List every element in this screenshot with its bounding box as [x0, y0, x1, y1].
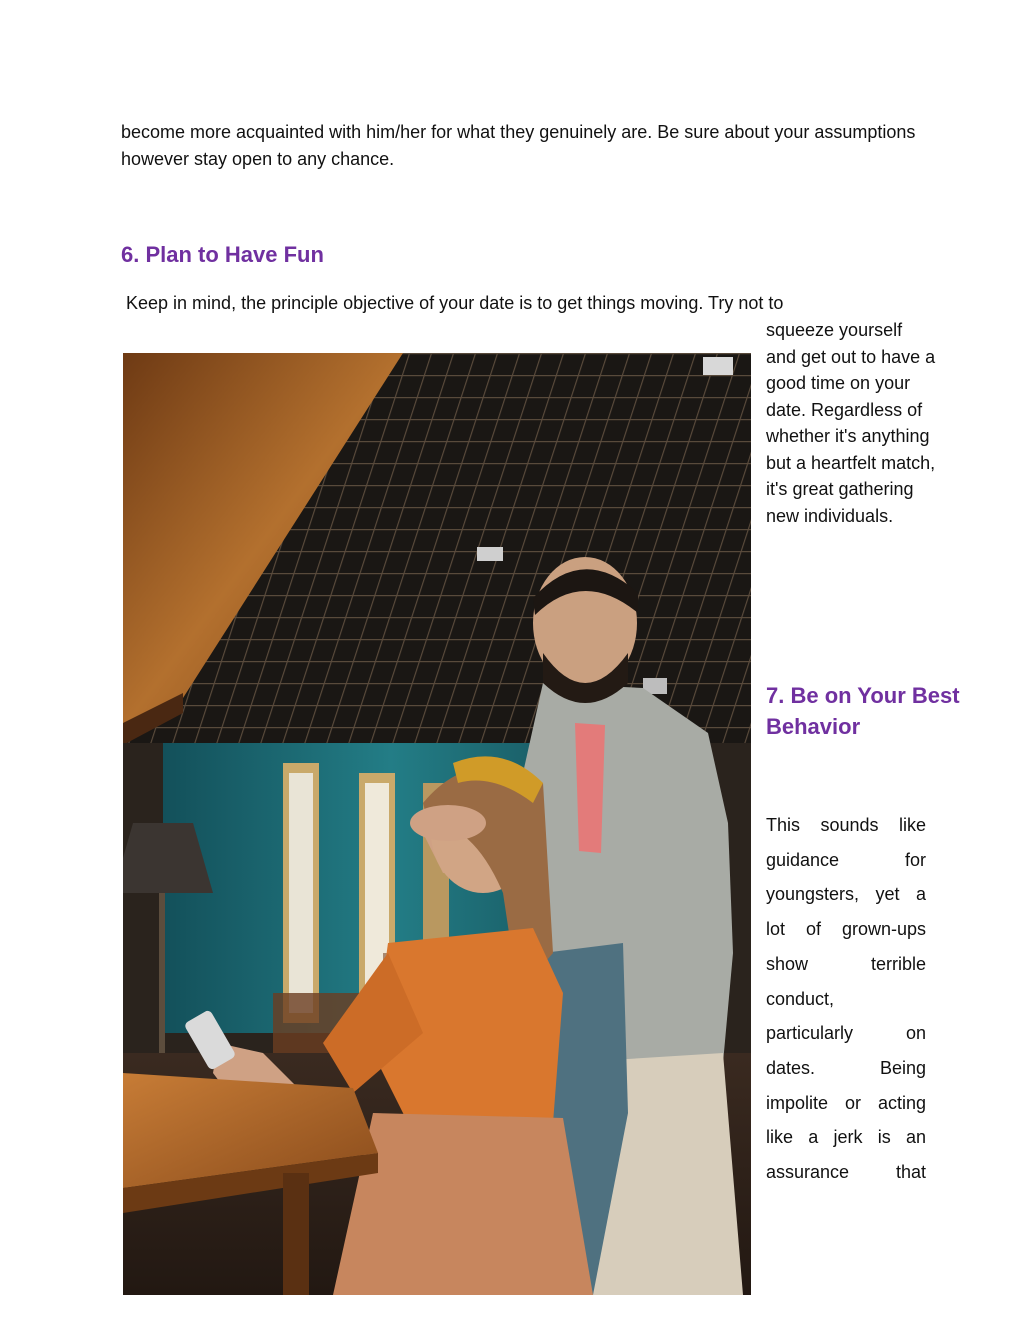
photo-couple-cafe-icon [123, 353, 751, 1295]
section7-paragraph: This sounds like guidance for youngsters, yet a lot of grown-ups show terrible conduct, particularly on dates. Being impolite or acting like a jerk is an assurance that [766, 815, 926, 1183]
section6-lead-paragraph: Keep in mind, the principle objective of your date is to get things moving. Try not to [126, 293, 784, 313]
intro-paragraph: become more acquainted with him/her for what they genuinely are. Be sure about your assumptions however stay open to any chance. [121, 122, 916, 169]
couple-photo [123, 353, 751, 1295]
section6-side-paragraph: squeeze yourself and get out to have a good time on your date. Regardless of whether it's anything but a heartfelt match, it's great gathering new individuals. [766, 320, 936, 526]
section-heading-plan-to-have-fun: 6. Plan to Have Fun [121, 242, 324, 267]
section-heading-be-on-your-best-behavior: 7. Be on Your Best Behavior [766, 683, 960, 739]
